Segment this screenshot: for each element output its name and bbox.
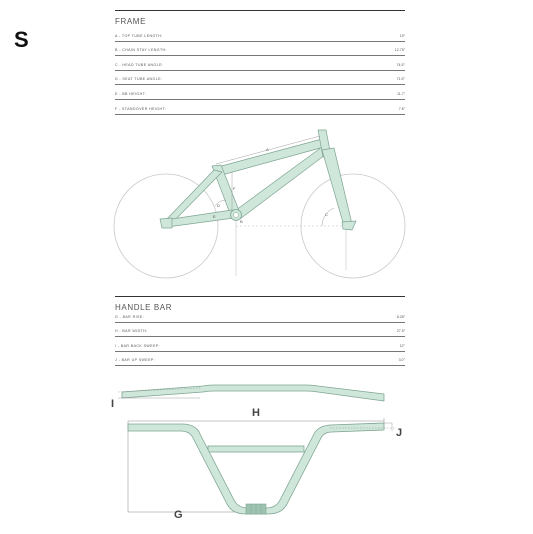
handlebar-spec-label: H - BAR WIDTH:: [115, 329, 148, 334]
frame-section-title: FRAME: [115, 17, 146, 26]
size-label: S: [14, 27, 29, 52]
label-a: A: [266, 147, 269, 152]
label-h: H: [252, 407, 260, 419]
label-b: B: [240, 219, 243, 224]
frame-spec-value: 12.75": [394, 48, 405, 53]
label-d: D: [217, 203, 220, 208]
handlebar-front-view: [128, 423, 384, 514]
frame-spec-label: F - STANDOVER HEIGHT:: [115, 106, 167, 111]
handlebar-spec-value: 8.25": [396, 314, 405, 319]
label-f: F: [233, 186, 236, 191]
label-c: C: [325, 212, 328, 217]
frame-spec-label: D - SEAT TUBE ANGLE:: [115, 77, 163, 82]
handlebar-spec-value: 12°: [399, 343, 405, 348]
label-e: E: [213, 214, 216, 219]
handlebar-spec-label: G - BAR RISE:: [115, 314, 144, 319]
label-j: J: [396, 427, 403, 439]
handlebar-crossbar: [208, 446, 304, 452]
frame-spec-label: E - BB HEIGHT:: [115, 91, 147, 96]
handlebar-spec-label: I - BAR BACK SWEEP:: [115, 343, 160, 348]
frame-spec-value: 71.5°: [396, 77, 405, 82]
handlebar-spec-value: 27.5": [396, 329, 405, 334]
handlebar-top-view: [122, 385, 384, 401]
handlebar-spec-label: J - BAR UP SWEEP:: [115, 358, 156, 363]
label-i: I: [111, 398, 115, 410]
frame-spec-label: C - HEAD TUBE ANGLE:: [115, 62, 164, 67]
handlebar-section-title: HANDLE BAR: [115, 303, 173, 312]
frame-spec-value: 7.6": [398, 106, 405, 111]
frame-spec-label: B - CHAIN STAY LENGTH:: [115, 48, 167, 53]
frame-spec-value: 74.5°: [396, 62, 405, 67]
label-g: G: [174, 509, 183, 521]
handlebar-spec-value: 3.0°: [398, 358, 405, 363]
frame-spec-value: 19": [399, 33, 405, 38]
frame-spec-value: 11.7": [396, 91, 405, 96]
frame-spec-label: A - TOP TUBE LENGTH:: [115, 33, 163, 38]
